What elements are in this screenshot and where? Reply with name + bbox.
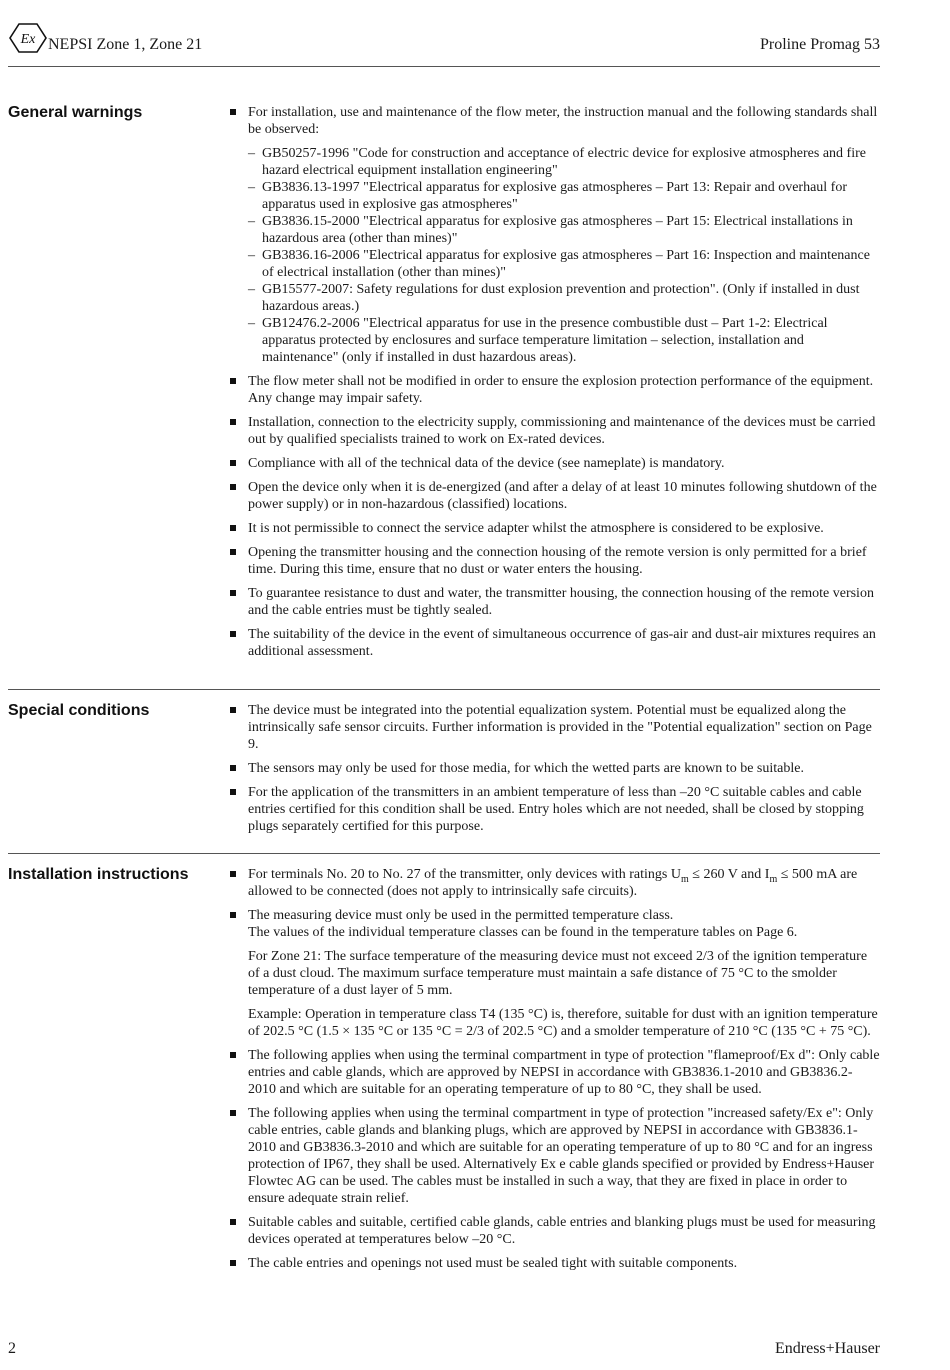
section-title: General warnings: [8, 104, 143, 121]
section-special-conditions: [8, 689, 880, 834]
list-item: Compliance with all of the technical data of the device (see nameplate) is mandatory.: [230, 455, 880, 472]
list-item: The following applies when using the terminal compartment in type of protection "flameproof/Ex d": Only cable entries and cable glands, which are approved by NEPSI in accordance with GB3836.1-2010 and GB3836.2-2010 and which are suitable for an operating temperature of up to 80 °C, they shall be used.: [230, 1047, 880, 1098]
rating-text: ≤ 260 V and I: [688, 867, 770, 882]
standards-list: [248, 145, 880, 366]
bullet-list: [230, 702, 880, 835]
page-header: [8, 22, 880, 67]
zone21-paragraph: For Zone 21: The surface temperature of the measuring device must not exceed 2/3 of the ignition temperature of a dust cloud. The maximum surface temperature must maintain a safe distance of 75 °C to the smolder temperature of a dust layer of 5 mm.: [248, 949, 868, 998]
section-body: [230, 104, 880, 667]
svg-text:Ex: Ex: [20, 32, 36, 47]
standard-item: – GB3836.13-1997 "Electrical apparatus for explosive gas atmospheres – Part 13: Repair and overhaul for apparatus used in explosive gas atmospheres": [248, 179, 880, 213]
company-name: Endress+Hauser: [775, 1340, 880, 1357]
rating-text: ≤ 500 mA are allowed to be connected (does not apply to intrinsically safe circuits).: [248, 867, 858, 899]
temperature-class-line: The values of the individual temperature classes can be found in the temperature tables on Page 6.: [248, 925, 798, 940]
temperature-class-line: The measuring device must only be used in the permitted temperature class.: [248, 908, 674, 923]
standard-item: – GB50257-1996 "Code for construction and acceptance of electric device for explosive atmospheres and fire hazard electrical equipment installation engineering": [248, 145, 880, 179]
list-item: The sensors may only be used for those media, for which the wetted parts are known to be suitable.: [230, 760, 880, 777]
list-item: The device must be integrated into the potential equalization system. Potential must be equalized along the intrinsically safe sensor circuits. Further information is provided in the "Potential equalization" section on Page 9.: [230, 702, 880, 753]
standard-item: – GB12476.2-2006 "Electrical apparatus for use in the presence combustible dust – Part 1-2: Electrical apparatus protected by enclosures and surface temperature limitation – selection, installation and maintenance" (only if installed in dust hazardous areas).: [248, 315, 880, 366]
list-item-text: For installation, use and maintenance of the flow meter, the instruction manual and the following standards shall be observed:: [248, 105, 878, 137]
list-item: It is not permissible to connect the service adapter whilst the atmosphere is considered to be explosive.: [230, 520, 880, 537]
rating-text: For terminals No. 20 to No. 27 of the transmitter, only devices with ratings U: [248, 867, 681, 882]
list-item: The suitability of the device in the event of simultaneous occurrence of gas-air and dust-air mixtures requires an additional assessment.: [230, 626, 880, 660]
list-item: The following applies when using the terminal compartment in type of protection "increased safety/Ex e": Only cable entries, cable glands and blanking plugs, which are approved by NEPSI in accordance with GB3836.1-2010 and GB3836.3-2010 and which are suitable for an operating temperature of up to 80 °C and for an ingress protection of IP67, they shall be used. Alternatively Ex e cable glands specified or provided by Endress+Hauser Flowtec AG can be used. The cables must be installed in such a way, that they are fixed in place in order to ensure adequate strain relief.: [230, 1105, 880, 1207]
header-zone-title: NEPSI Zone 1, Zone 21: [48, 36, 203, 53]
list-item: [230, 866, 880, 900]
bullet-list: [230, 104, 880, 660]
list-item: Open the device only when it is de-energized (and after a delay of at least 10 minutes following shutdown of the power supply) or in non-hazardous (classified) locations.: [230, 479, 880, 513]
page-number: 2: [8, 1340, 16, 1357]
list-item: [230, 907, 880, 1040]
standard-item: – GB15577-2007: Safety regulations for dust explosion prevention and protection". (Only if installed in dust hazardous areas.): [248, 281, 880, 315]
list-item: The cable entries and openings not used must be sealed tight with suitable components.: [230, 1255, 880, 1272]
subscript: m: [769, 873, 778, 885]
list-item: To guarantee resistance to dust and water, the transmitter housing, the connection housing of the remote version and the cable entries must be tightly sealed.: [230, 585, 880, 619]
standard-item: – GB3836.15-2000 "Electrical apparatus for explosive gas atmospheres – Part 15: Electrical installations in hazardous area (other than mines)": [248, 213, 880, 247]
section-title: Installation instructions: [8, 866, 189, 883]
list-item: Installation, connection to the electricity supply, commissioning and maintenance of the devices must be carried out by qualified specialists trained to work on Ex-rated devices.: [230, 414, 880, 448]
list-item: Opening the transmitter housing and the connection housing of the remote version is only permitted for a brief time. During this time, ensure that no dust or water enters the housing.: [230, 544, 880, 578]
subscript: m: [680, 873, 689, 885]
section-installation-instructions: [8, 853, 880, 1271]
list-item: [230, 104, 880, 366]
header-product-name: Proline Promag 53: [760, 36, 880, 53]
standard-item: – GB3836.16-2006 "Electrical apparatus for explosive gas atmospheres – Part 16: Inspection and maintenance of electrical installation (other than mines)": [248, 247, 880, 281]
list-item: For the application of the transmitters in an ambient temperature of less than –20 °C suitable cables and cable entries certified for this condition shall be used. Entry holes which are not needed, shall be closed by stopping plugs separately certified for this purpose.: [230, 784, 880, 835]
section-body: [230, 702, 880, 842]
ex-hexagon-icon: [8, 22, 48, 54]
list-item: The flow meter shall not be modified in order to ensure the explosion protection performance of the equipment. Any change may impair safety.: [230, 373, 880, 407]
section-title: Special conditions: [8, 702, 150, 719]
bullet-list: [230, 866, 880, 1272]
list-item: Suitable cables and suitable, certified cable glands, cable entries and blanking plugs must be used for measuring devices operated at temperatures below –20 °C.: [230, 1214, 880, 1248]
example-paragraph: Example: Operation in temperature class T4 (135 °C) is, therefore, suitable for dust with an ignition temperature of 202.5 °C (1.5 × 135 °C or 135 °C = 2/3 of 202.5 °C) and a smolder temperature of 210 °C (135 °C + 75 °C).: [248, 1007, 878, 1039]
section-body: [230, 866, 880, 1279]
